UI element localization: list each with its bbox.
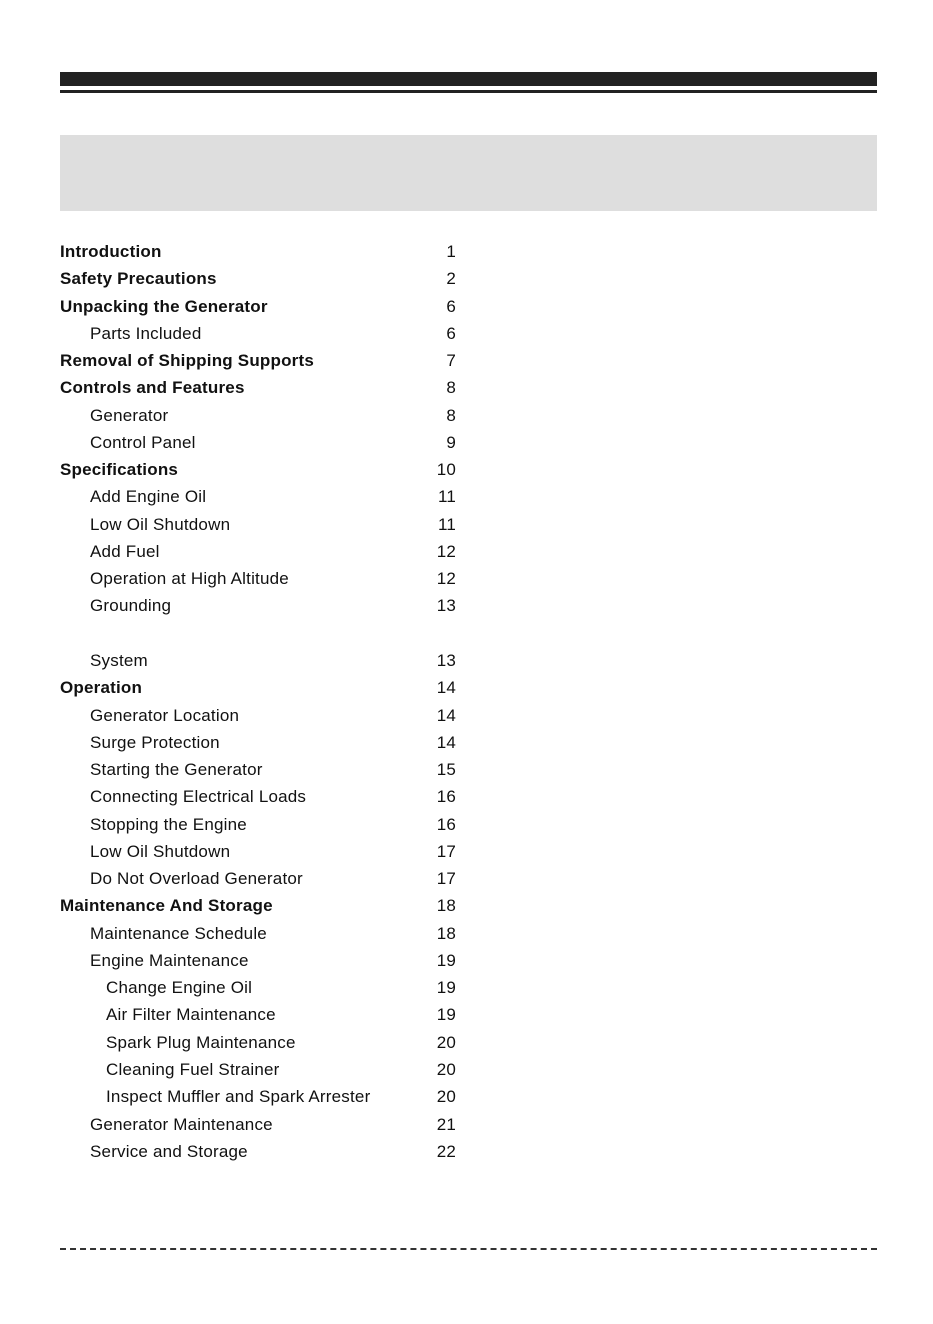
toc-entry[interactable] <box>60 729 456 756</box>
toc-entry-page: 11 <box>437 483 456 510</box>
toc-entry-title: Maintenance And Storage <box>60 896 273 916</box>
toc-entry[interactable] <box>60 265 456 292</box>
toc-entry-page: 2 <box>445 265 456 292</box>
toc-entry-page: 8 <box>445 374 456 401</box>
toc-entry-title: Generator Maintenance <box>90 1114 273 1134</box>
toc-entry-page: 19 <box>436 947 456 974</box>
toc-entry-title: Specifications <box>60 460 179 480</box>
toc-entry-page: 17 <box>436 838 456 865</box>
toc-entry-title: Control Panel <box>90 432 196 452</box>
toc-entry-title: Low Oil Shutdown <box>90 514 231 534</box>
toc-entry[interactable] <box>60 756 456 783</box>
toc-entry-page: 13 <box>436 647 456 674</box>
toc-entry-page: 15 <box>436 756 456 783</box>
toc-entry[interactable] <box>60 1111 456 1138</box>
toc-entry-title: Removal of Shipping Supports <box>60 351 314 371</box>
toc-entry[interactable] <box>60 838 456 865</box>
toc-entry-page: 18 <box>436 920 456 947</box>
footer-dashed-rule <box>60 1248 877 1250</box>
header-rule-thin <box>60 90 877 93</box>
toc-entry-title: Parts Included <box>90 323 202 343</box>
toc-entry[interactable] <box>60 456 456 483</box>
toc-entry-title: Add Engine Oil <box>90 487 207 507</box>
toc-entry[interactable] <box>60 293 456 320</box>
toc-entry-title: Generator Location <box>90 705 240 725</box>
toc-entry-title: Starting the Generator <box>90 760 263 780</box>
toc-entry[interactable] <box>60 429 456 456</box>
toc-entry[interactable] <box>60 647 456 674</box>
toc-entry-page: 19 <box>436 1001 456 1028</box>
toc-entry[interactable] <box>60 1138 456 1165</box>
toc-entry[interactable] <box>60 892 456 919</box>
toc-entry[interactable] <box>60 865 456 892</box>
toc-entry[interactable] <box>60 974 456 1001</box>
toc-entry-page: 8 <box>445 402 456 429</box>
toc-entry[interactable] <box>60 320 456 347</box>
toc-entry-title: Add Fuel <box>90 541 160 561</box>
toc-entry[interactable] <box>60 565 456 592</box>
toc-entry-page: 19 <box>436 974 456 1001</box>
toc-entry-title: Service and Storage <box>90 1141 248 1161</box>
toc-entry[interactable] <box>60 402 456 429</box>
toc-entry-title: Safety Precautions <box>60 269 217 289</box>
toc-entry-title: Air Filter Maintenance <box>106 1005 276 1025</box>
toc-entry-page: 16 <box>436 811 456 838</box>
toc-entry-page: 16 <box>436 783 456 810</box>
toc-entry-title: Spark Plug Maintenance <box>106 1032 296 1052</box>
toc-entry-page: 9 <box>445 429 456 456</box>
toc-entry[interactable] <box>60 811 456 838</box>
toc-entry-title: System <box>90 650 148 670</box>
toc-entry-page: 6 <box>445 320 456 347</box>
header-rule-thick <box>60 72 877 86</box>
toc-entry[interactable] <box>60 920 456 947</box>
toc-entry-title: Stopping the Engine <box>90 814 247 834</box>
title-band <box>60 135 877 211</box>
toc-entry-page: 12 <box>436 565 456 592</box>
toc-entry-title: Inspect Muffler and Spark Arrester <box>106 1087 371 1107</box>
toc-entry-title: Operation <box>60 678 143 698</box>
toc-entry-page: 14 <box>436 729 456 756</box>
toc-entry-title: Do Not Overload Generator <box>90 869 303 889</box>
toc-entry[interactable] <box>60 483 456 510</box>
toc-entry-page: 13 <box>436 592 456 619</box>
toc-entry-title: Introduction <box>60 242 162 261</box>
toc-entry-title: Change Engine Oil <box>106 978 253 998</box>
toc-entry[interactable] <box>60 347 456 374</box>
toc-entry-title: Unpacking the Generator <box>60 296 268 316</box>
toc-entry[interactable] <box>60 238 456 265</box>
toc-entry-title: Controls and Features <box>60 378 245 398</box>
toc-entry-page: 12 <box>436 538 456 565</box>
toc-entry-page: 21 <box>436 1111 456 1138</box>
toc-entry-title: Low Oil Shutdown <box>90 841 231 861</box>
toc-entry-page: 10 <box>436 456 456 483</box>
toc-entry[interactable] <box>60 1029 456 1056</box>
toc-entry[interactable] <box>60 1083 456 1110</box>
toc-entry-page: 6 <box>445 293 456 320</box>
toc-entry-title: Maintenance Schedule <box>90 923 267 943</box>
toc-entry[interactable] <box>60 702 456 729</box>
toc-spacer <box>60 620 456 647</box>
toc-entry-page: 14 <box>436 674 456 701</box>
toc-entry-title: Generator <box>90 405 169 425</box>
toc-entry-page: 1 <box>445 238 456 265</box>
toc-entry-page: 20 <box>436 1056 456 1083</box>
toc-entry-title: Connecting Electrical Loads <box>90 787 307 807</box>
toc-entry[interactable] <box>60 1056 456 1083</box>
toc-entry-title: Cleaning Fuel Strainer <box>106 1059 280 1079</box>
toc-entry[interactable] <box>60 592 456 619</box>
toc-entry-page: 11 <box>437 511 456 538</box>
table-of-contents <box>60 238 456 1165</box>
toc-entry-page: 14 <box>436 702 456 729</box>
toc-entry[interactable] <box>60 947 456 974</box>
toc-entry[interactable] <box>60 783 456 810</box>
toc-entry-page: 20 <box>436 1083 456 1110</box>
toc-entry[interactable] <box>60 1001 456 1028</box>
toc-entry[interactable] <box>60 374 456 401</box>
toc-entry-page: 18 <box>436 892 456 919</box>
toc-entry-page: 17 <box>436 865 456 892</box>
toc-entry-title: Engine Maintenance <box>90 950 249 970</box>
toc-entry[interactable] <box>60 538 456 565</box>
toc-entry-page: 22 <box>436 1138 456 1165</box>
toc-entry[interactable] <box>60 674 456 701</box>
toc-entry-page: 20 <box>436 1029 456 1056</box>
toc-entry[interactable] <box>60 511 456 538</box>
toc-entry-title: Surge Protection <box>90 732 220 752</box>
toc-entry-title: Operation at High Altitude <box>90 569 289 589</box>
toc-entry-title: Grounding <box>90 596 172 616</box>
toc-entry-page: 7 <box>445 347 456 374</box>
